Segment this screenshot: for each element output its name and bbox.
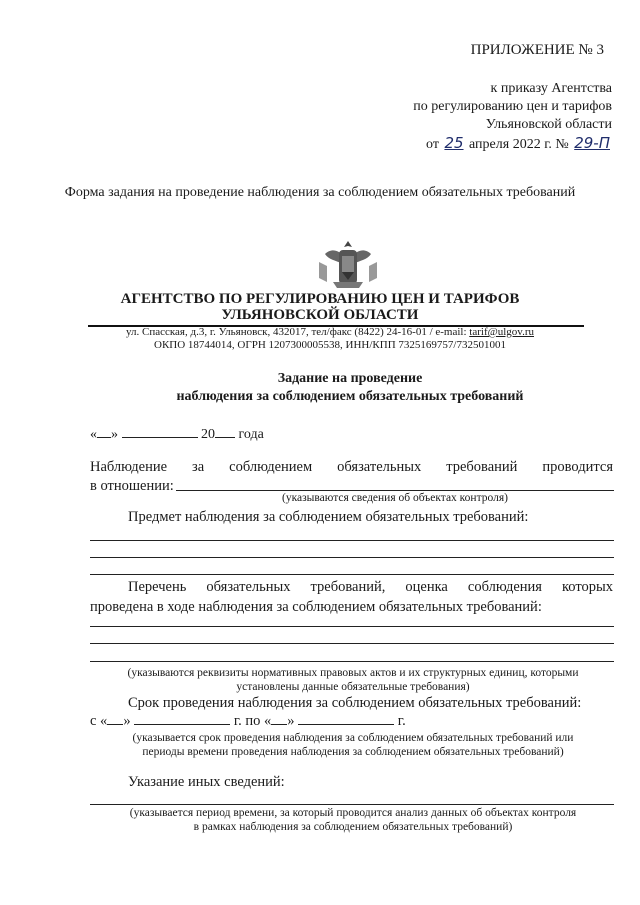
order-day-handwritten: 25	[444, 134, 464, 152]
term-hint-line-2: периоды времени проведения наблюдения за соблюдением обязательных требований)	[142, 746, 564, 758]
term-from: с «	[90, 713, 108, 729]
order-number-handwritten: 29-П	[574, 134, 610, 152]
term-hint-line-1: (указывается срок проведения наблюдения за соблюдением обязательных требований или	[132, 732, 574, 744]
order-month-year: апреля 2022 г. №	[469, 137, 569, 152]
requirements-hint	[86, 666, 620, 694]
regarding-text-line-1: Наблюдение за соблюдением обязательных требований проводится	[90, 459, 613, 475]
agency-contacts	[80, 326, 580, 352]
year-suffix: года	[238, 427, 264, 442]
year-prefix: 20	[201, 427, 215, 442]
term-start-month-field[interactable]	[134, 712, 230, 725]
agency-name-line-2: УЛЬЯНОВСКОЙ ОБЛАСТИ	[221, 307, 419, 323]
subject-blank-line-1[interactable]	[90, 540, 614, 541]
task-title-line-2: наблюдения за соблюдением обязательных требований	[176, 389, 524, 404]
term-quote-close-2: »	[287, 713, 295, 729]
other-info-hint	[86, 806, 620, 834]
other-info-label: Указание иных сведений:	[128, 774, 285, 790]
other-info-hint-line-2: в рамках наблюдения за соблюдением обязательных требований)	[193, 821, 513, 833]
subject-label: Предмет наблюдения за соблюдением обязательных требований:	[128, 509, 529, 525]
regarding-hint: (указываются сведения об объектах контроля)	[282, 492, 508, 504]
appendix-label: ПРИЛОЖЕНИЕ № 3	[470, 42, 604, 58]
requirements-blank-line-1[interactable]	[90, 626, 614, 627]
requirements-hint-line-2: установлены данные обязательные требования)	[236, 681, 470, 693]
term-hint	[86, 731, 620, 759]
term-year-end: г.	[397, 713, 406, 729]
requirements-text-line-2: проведена в ходе наблюдения за соблюдением обязательных требований:	[90, 599, 542, 615]
month-blank-field[interactable]	[122, 425, 198, 438]
term-start-day-field[interactable]	[107, 712, 123, 725]
order-reference	[413, 80, 612, 154]
agency-name	[80, 291, 560, 323]
day-blank-field[interactable]	[97, 425, 111, 438]
term-label: Срок проведения наблюдения за соблюдением обязательных требований:	[128, 695, 582, 711]
other-info-hint-line-1: (указывается период времени, за который проводится анализ данных об объектах контроля	[129, 807, 577, 819]
order-date-line	[413, 134, 612, 154]
order-line-3: Ульяновской области	[485, 117, 612, 132]
term-year-to: г. по «	[233, 713, 272, 729]
agency-name-line-1: АГЕНТСТВО ПО РЕГУЛИРОВАНИЮ ЦЕН И ТАРИФОВ	[120, 291, 520, 307]
requirements-blank-line-2[interactable]	[90, 643, 614, 644]
date-quote-open: «	[90, 427, 97, 442]
subject-blank-line-3[interactable]	[90, 574, 614, 575]
agency-email-link[interactable]: tarif@ulgov.ru	[469, 326, 534, 338]
year-blank-field[interactable]	[215, 425, 235, 438]
task-title-line-1: Задание на проведение	[277, 371, 423, 386]
term-end-day-field[interactable]	[271, 712, 287, 725]
form-title: Форма задания на проведение наблюдения за соблюдением обязательных требований	[64, 185, 576, 200]
term-dates-line	[90, 711, 406, 731]
requirements-blank-line-3[interactable]	[90, 661, 614, 662]
term-quote-close-1: »	[123, 713, 131, 729]
agency-codes: ОКПО 18744014, ОГРН 1207300005538, ИНН/КПП 7325169757/732501001	[154, 339, 506, 351]
regarding-text-line-2: в отношении:	[90, 478, 174, 494]
agency-address: ул. Спасская, д.3, г. Ульяновск, 432017, тел/факс (8422) 24-16-01 / e-mail:	[126, 326, 467, 338]
document-date-line	[90, 425, 264, 443]
order-from: от	[426, 137, 439, 152]
order-line-2: по регулированию цен и тарифов	[413, 99, 612, 114]
requirements-text-line-1: Перечень обязательных требований, оценка соблюдения которых	[128, 579, 613, 595]
order-line-1: к приказу Агентства	[490, 81, 612, 96]
term-end-month-field[interactable]	[298, 712, 394, 725]
other-info-blank-line[interactable]	[90, 804, 614, 805]
date-quote-close: »	[111, 427, 118, 442]
coat-of-arms-emblem	[313, 238, 383, 294]
agency-address-line	[80, 326, 580, 339]
requirements-hint-line-1: (указываются реквизиты нормативных правовых актов и их структурных единиц, которыми	[127, 667, 579, 679]
task-title	[60, 370, 640, 406]
subject-blank-line-2[interactable]	[90, 557, 614, 558]
